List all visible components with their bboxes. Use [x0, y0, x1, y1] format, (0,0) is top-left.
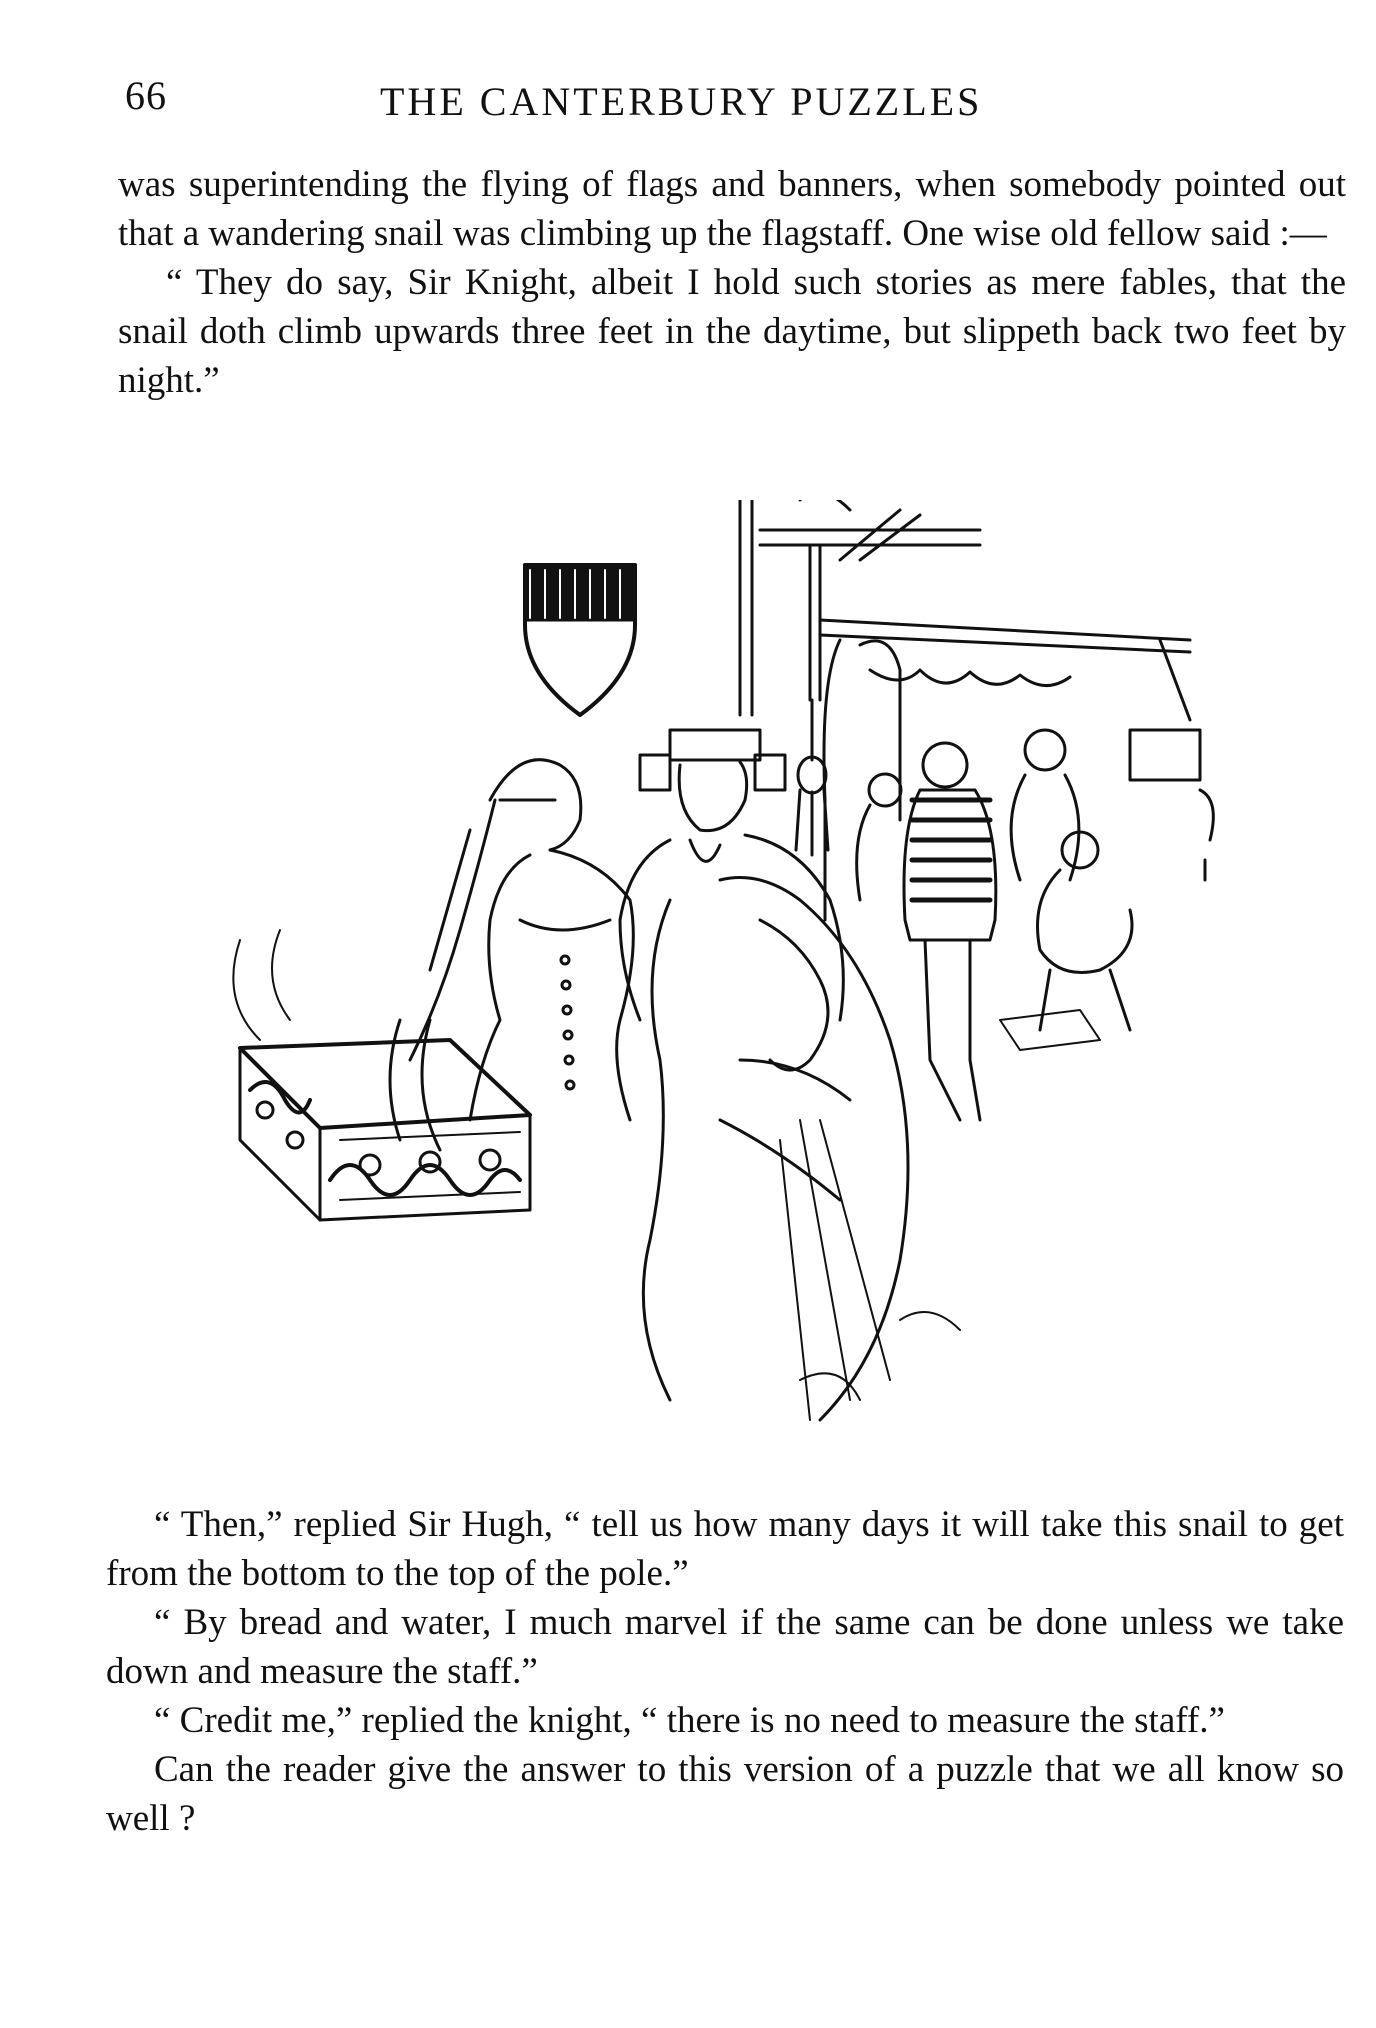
lady-left-figure [390, 760, 633, 1150]
bottom-text-block [106, 1500, 1344, 1843]
cloaked-figure [643, 878, 908, 1421]
paragraph: “ Credit me,” replied the knight, “ there is no need to measure the staff.” [154, 1700, 1225, 1741]
paragraph: Can the reader give the answer to this version of a puzzle that we all know so well ? [106, 1749, 1344, 1839]
running-title: THE CANTERBURY PUZZLES [380, 79, 983, 124]
scene-illustration [200, 500, 1250, 1460]
top-text-block [118, 160, 1346, 405]
man-back-figure [904, 743, 996, 1120]
paragraph: “ Then,” replied Sir Hugh, “ tell us how many days it will take this snail to get from the bottom to the top of the pole.” [106, 1504, 1344, 1594]
paragraph: “ By bread and water, I much marvel if the same can be done unless we take down and measure the staff.” [106, 1602, 1344, 1692]
paragraph: was superintending the flying of flags and banners, when somebody pointed out that a wandering snail was climbing up the flagstaff. One wise old fellow said :— [118, 164, 1346, 254]
page-number: 66 [125, 73, 167, 118]
carved-chest [240, 1040, 530, 1220]
heraldic-shield-icon [525, 565, 635, 715]
page-header [125, 72, 1335, 132]
paragraph: “ They do say, Sir Knight, albeit I hold such stories as mere fables, that the snail doth climb upwards three feet in the daytime, but slippeth back two feet by night.” [118, 262, 1346, 401]
